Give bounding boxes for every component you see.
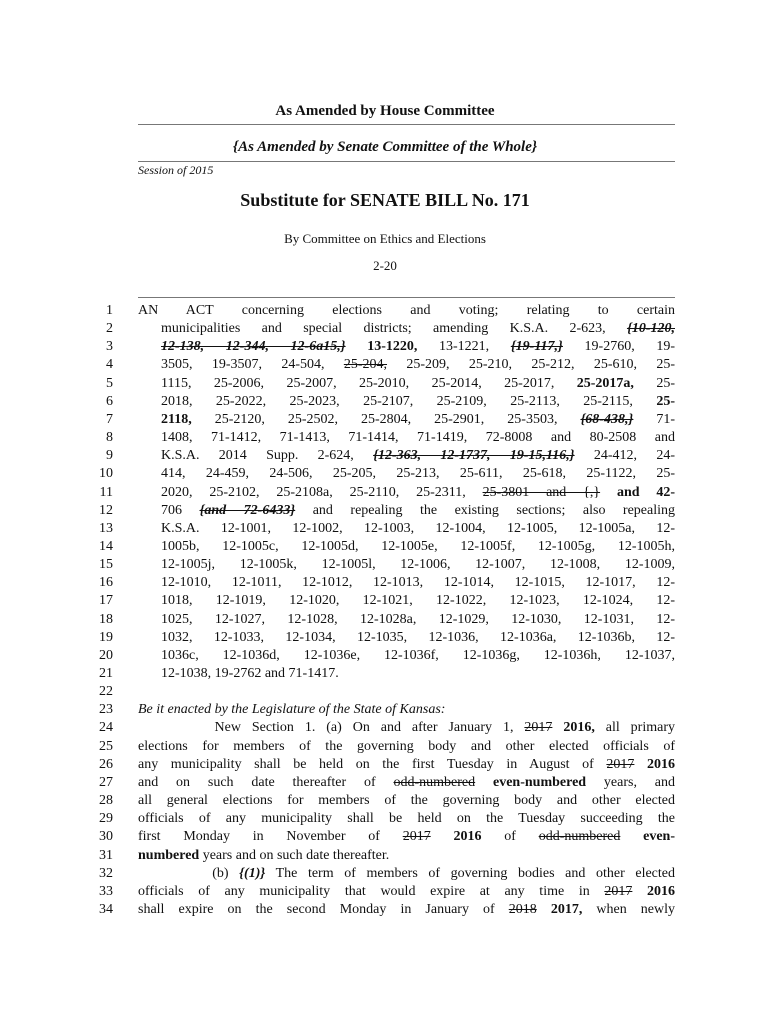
line-number: 25	[99, 738, 113, 754]
house-amend-heading: As Amended by House Committee	[275, 103, 495, 119]
line-text: 3505, 19-3507, 24-504, 25-204, 25-209, 25-210, 25-212, 25-610, 25-	[161, 357, 676, 373]
byline: By Committee on Ethics and Elections	[284, 231, 486, 246]
line-number: 27	[99, 774, 113, 790]
session-label: Session of 2015	[138, 163, 214, 177]
line-text: 2018, 25-2022, 25-2023, 25-2107, 25-2109, 25-2113, 25-2115, 25-	[161, 393, 675, 409]
line-text: K.S.A. 12-1001, 12-1002, 12-1003, 12-1004, 12-1005, 12-1005a, 12-	[161, 520, 675, 536]
line-text: 1115, 25-2006, 25-2007, 25-2010, 25-2014, 25-2017, 25-2017a, 25-	[161, 375, 675, 391]
line-number: 28	[99, 793, 113, 809]
line-number: 10	[99, 466, 113, 482]
bill-title: Substitute for SENATE BILL No. 171	[240, 190, 530, 210]
line-number: 20	[99, 647, 113, 663]
line-text: 706 {and 72-6433} and repealing the existing sections; also repealing	[161, 502, 676, 518]
line-text: 2118, 25-2120, 25-2502, 25-2804, 25-2901, 25-3503, {68-438,} 71-	[161, 411, 676, 427]
line-number: 11	[99, 484, 113, 500]
line-text: 2020, 25-2102, 25-2108a, 25-2110, 25-2311, 25-3801 and {,} and 42-	[161, 484, 676, 500]
line-number: 17	[99, 593, 113, 609]
line-number: 9	[106, 448, 113, 464]
line-number: 3	[106, 339, 113, 355]
line-number: 13	[99, 520, 113, 536]
line-number: 4	[106, 357, 113, 373]
line-number: 22	[99, 684, 113, 700]
line-number: 6	[106, 393, 113, 409]
line-text: any municipality shall be held on the first Tuesday in August of 2017 2016	[138, 756, 675, 772]
line-number: 18	[99, 611, 113, 627]
line-number: 29	[99, 811, 113, 827]
body-rule	[138, 297, 675, 298]
line-text: 1408, 71-1412, 71-1413, 71-1414, 71-1419, 72-8008 and 80-2508 and	[161, 430, 675, 446]
line-number: 33	[99, 883, 113, 899]
line-text: 414, 24-459, 24-506, 25-205, 25-213, 25-611, 25-618, 25-1122, 25-	[161, 466, 675, 482]
line-number: 21	[99, 666, 113, 681]
line-number: 26	[99, 756, 113, 772]
line-number: 16	[99, 575, 113, 591]
line-number: 5	[106, 375, 113, 391]
line-number: 2	[106, 321, 113, 337]
line-text: numbered years and on such date thereafter.	[138, 847, 390, 863]
line-text: elections for members of the governing body and other elected officials of	[138, 738, 675, 754]
line-number: 1	[106, 303, 113, 318]
line-text: and on such date thereafter of odd-numbered even-numbered years, and	[138, 774, 676, 790]
line-number: 15	[99, 557, 113, 573]
line-number: 23	[99, 702, 113, 718]
line-text: AN ACT concerning elections and voting; relating to certain	[138, 303, 675, 318]
line-text: officials of any municipality that would expire at any time in 2017 2016	[138, 883, 675, 899]
line-text: (b) {(1)} The term of members of governing bodies and other elected	[138, 865, 675, 881]
line-number: 32	[99, 865, 113, 881]
line-text: K.S.A. 2014 Supp. 2-624, {12-363, 12-1737, 19-15,116,} 24-412, 24-	[161, 448, 675, 464]
line-text: 12-1005j, 12-1005k, 12-1005l, 12-1006, 12-1007, 12-1008, 12-1009,	[161, 557, 675, 573]
line-number: 24	[99, 720, 113, 736]
line-number: 30	[99, 829, 113, 845]
senate-amend-heading: {As Amended by Senate Committee of the Whole}	[232, 139, 538, 155]
line-text: 1025, 12-1027, 12-1028, 12-1028a, 12-1029, 12-1030, 12-1031, 12-	[161, 611, 675, 627]
line-text: municipalities and special districts; amending K.S.A. 2-623, {10-120,	[161, 321, 675, 337]
line-text: 12-1010, 12-1011, 12-1012, 12-1013, 12-1014, 12-1015, 12-1017, 12-	[161, 575, 675, 591]
line-text: 12-1038, 19-2762 and 71-1417.	[161, 666, 339, 681]
date-label: 2-20	[373, 258, 397, 273]
line-text: shall expire on the second Monday in January of 2018 2017, when newly	[138, 901, 675, 917]
line-text: Be it enacted by the Legislature of the State of Kansas:	[138, 702, 446, 718]
line-number: 7	[106, 411, 113, 427]
line-number: 31	[99, 847, 113, 863]
line-number: 8	[106, 430, 113, 446]
line-number: 14	[99, 538, 113, 554]
line-text: 1032, 12-1033, 12-1034, 12-1035, 12-1036, 12-1036a, 12-1036b, 12-	[161, 629, 675, 645]
line-number: 34	[99, 901, 113, 917]
line-text: officials of any municipality shall be held on the Tuesday succeeding the	[138, 811, 675, 827]
line-text: 1018, 12-1019, 12-1020, 12-1021, 12-1022, 12-1023, 12-1024, 12-	[161, 593, 675, 609]
line-text: all general elections for members of the governing body and other elected	[138, 793, 675, 809]
header-rule-mid	[138, 161, 675, 162]
line-text: 12-138, 12-344, 12-6a15,} 13-1220, 13-1221, {19-117,} 19-2760, 19-	[161, 339, 675, 355]
line-text: first Monday in November of 2017 2016 of odd-numbered even-	[138, 829, 676, 845]
line-text: 1005b, 12-1005c, 12-1005d, 12-1005e, 12-1005f, 12-1005g, 12-1005h,	[161, 538, 675, 554]
line-number: 19	[99, 629, 113, 645]
line-number: 12	[99, 502, 113, 518]
line-text: New Section 1. (a) On and after January 1, 2017 2016, all primary	[138, 720, 676, 736]
line-text: 1036c, 12-1036d, 12-1036e, 12-1036f, 12-1036g, 12-1036h, 12-1037,	[161, 647, 675, 663]
header-rule-top	[138, 124, 675, 125]
